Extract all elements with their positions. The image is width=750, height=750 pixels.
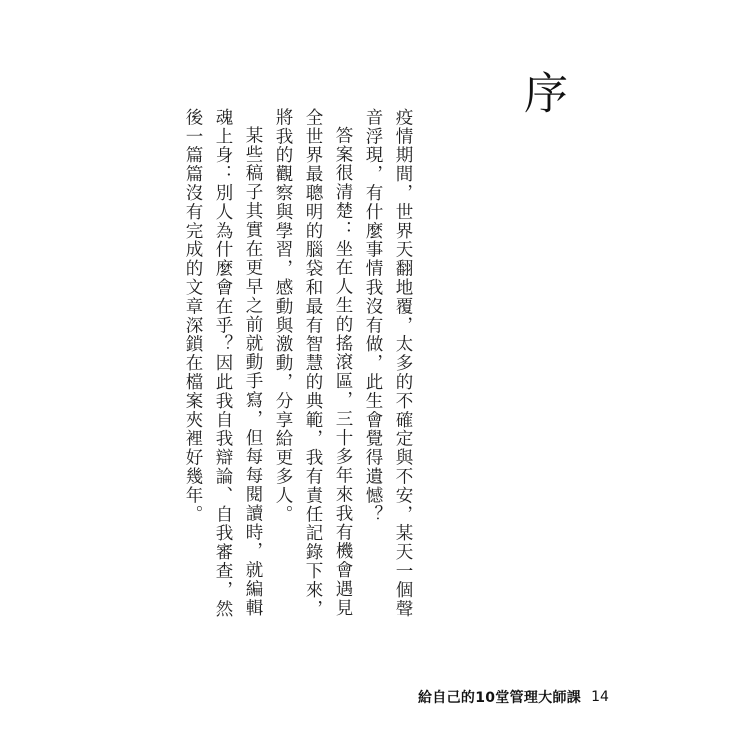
preface-heading: 序 bbox=[516, 70, 567, 114]
preface-body bbox=[178, 108, 418, 628]
paragraph-1: 疫情期間，世界天翻地覆，太多的不確定與不安，某天一個聲音浮現，有什麼事情我沒有做，此生會覺得遺憾？ bbox=[363, 108, 413, 619]
book-title: 給自己的10堂管理大師課 bbox=[418, 690, 582, 706]
paragraph-2: 答案很清楚：坐在人生的搖滾區，三十多年來我有機會遇見全世界最聰明的腦袋和最有智慧的典範，我有責任記錄下來，將我的觀察與學習，感動與激動，分享給更多人。 bbox=[273, 108, 353, 619]
paragraph-3: 某些稿子其實在更早之前就動手寫，但每每閱讀時，就編輯魂上身：別人為什麼會在乎？因此我自我辯論、自我審查，然後一篇篇沒有完成的文章深鎖在檔案夾裡好幾年。 bbox=[183, 108, 263, 619]
page-footer bbox=[418, 686, 609, 708]
page-number: 14 bbox=[591, 689, 609, 705]
